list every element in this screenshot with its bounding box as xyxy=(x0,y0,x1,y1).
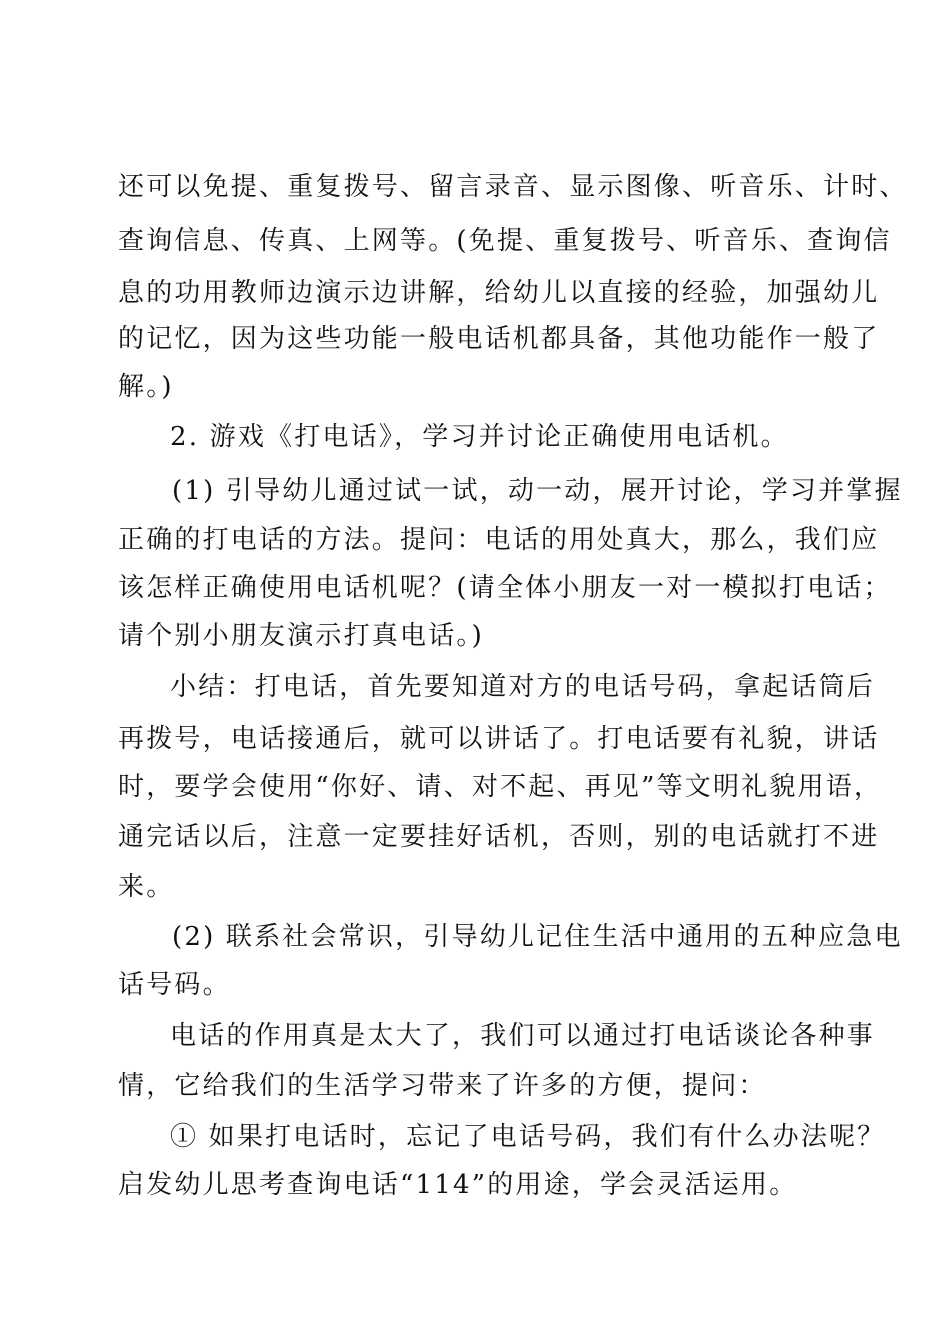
paragraph-2-line-1: (2) 联系社会常识，引导幼儿记住生活中通用的五种应急电 xyxy=(172,922,903,952)
summary-line-3: 时，要学会使用“你好、请、对不起、再见”等文明礼貌用语， xyxy=(118,772,883,802)
text-line-5: 解。) xyxy=(118,372,174,402)
text-line-1: 还可以免提、重复拨号、留言录音、显示图像、听音乐、计时、 xyxy=(118,172,908,202)
summary-line-1: 小结：打电话，首先要知道对方的电话号码，拿起话筒后 xyxy=(170,672,876,702)
paragraph-2-line-2: 话号码。 xyxy=(118,970,231,1000)
text-line-2: 查询信息、传真、上网等。(免提、重复拨号、听音乐、查询信 xyxy=(118,226,892,256)
summary-line-5: 来。 xyxy=(118,872,175,902)
question-1-guidance: 启发幼儿思考查询电话“114”的用途，学会灵活运用。 xyxy=(118,1170,798,1200)
paragraph-3-line-1: 电话的作用真是太大了，我们可以通过打电话谈论各种事 xyxy=(170,1021,876,1051)
text-line-3: 息的功用教师边演示边讲解，给幼儿以直接的经验，加强幼儿 xyxy=(118,278,880,308)
paragraph-1-line-2: 正确的打电话的方法。提问：电话的用处真大，那么，我们应 xyxy=(118,525,880,555)
question-1: ① 如果打电话时，忘记了电话号码，我们有什么办法呢？ xyxy=(170,1122,886,1152)
summary-line-4: 通完话以后，注意一定要挂好话机，否则，别的电话就打不进 xyxy=(118,822,880,852)
section-heading-2: 2. 游戏《打电话》，学习并讨论正确使用电话机。 xyxy=(170,422,789,452)
text-line-4: 的记忆，因为这些功能一般电话机都具备，其他功能作一般了 xyxy=(118,324,880,354)
paragraph-1-line-4: 请个别小朋友演示打真电话。) xyxy=(118,621,484,651)
paragraph-1-line-1: (1) 引导幼儿通过试一试，动一动，展开讨论，学习并掌握 xyxy=(172,476,903,506)
summary-line-2: 再拨号，电话接通后，就可以讲话了。打电话要有礼貌，讲话 xyxy=(118,724,880,754)
paragraph-1-line-3: 该怎样正确使用电话机呢？(请全体小朋友一对一模拟打电话； xyxy=(118,573,892,603)
paragraph-3-line-2: 情，它给我们的生活学习带来了许多的方便，提问： xyxy=(118,1071,767,1101)
